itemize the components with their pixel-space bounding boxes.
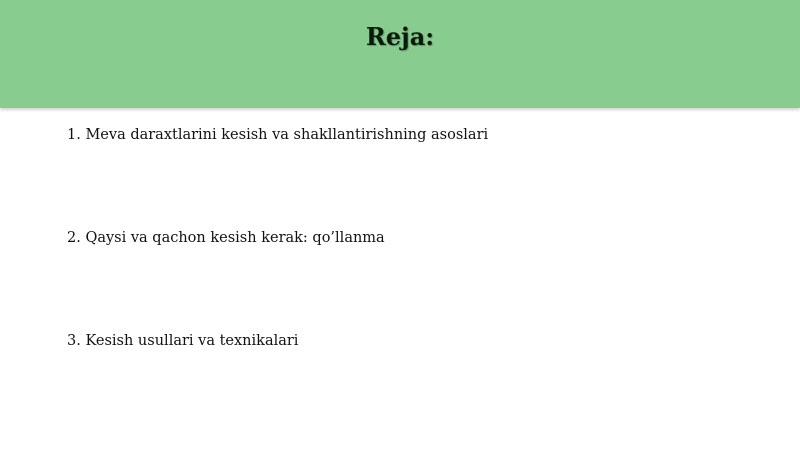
plan-item-1: 1. Meva daraxtlarini kesish va shakllantirishning asoslari [67,127,489,143]
plan-item-3: 3. Kesish usullari va texnikalari [67,333,299,349]
header-band [0,0,800,108]
slide-title: Reja: [365,22,435,51]
plan-item-2: 2. Qaysi va qachon kesish kerak: qo’llanma [67,230,385,246]
